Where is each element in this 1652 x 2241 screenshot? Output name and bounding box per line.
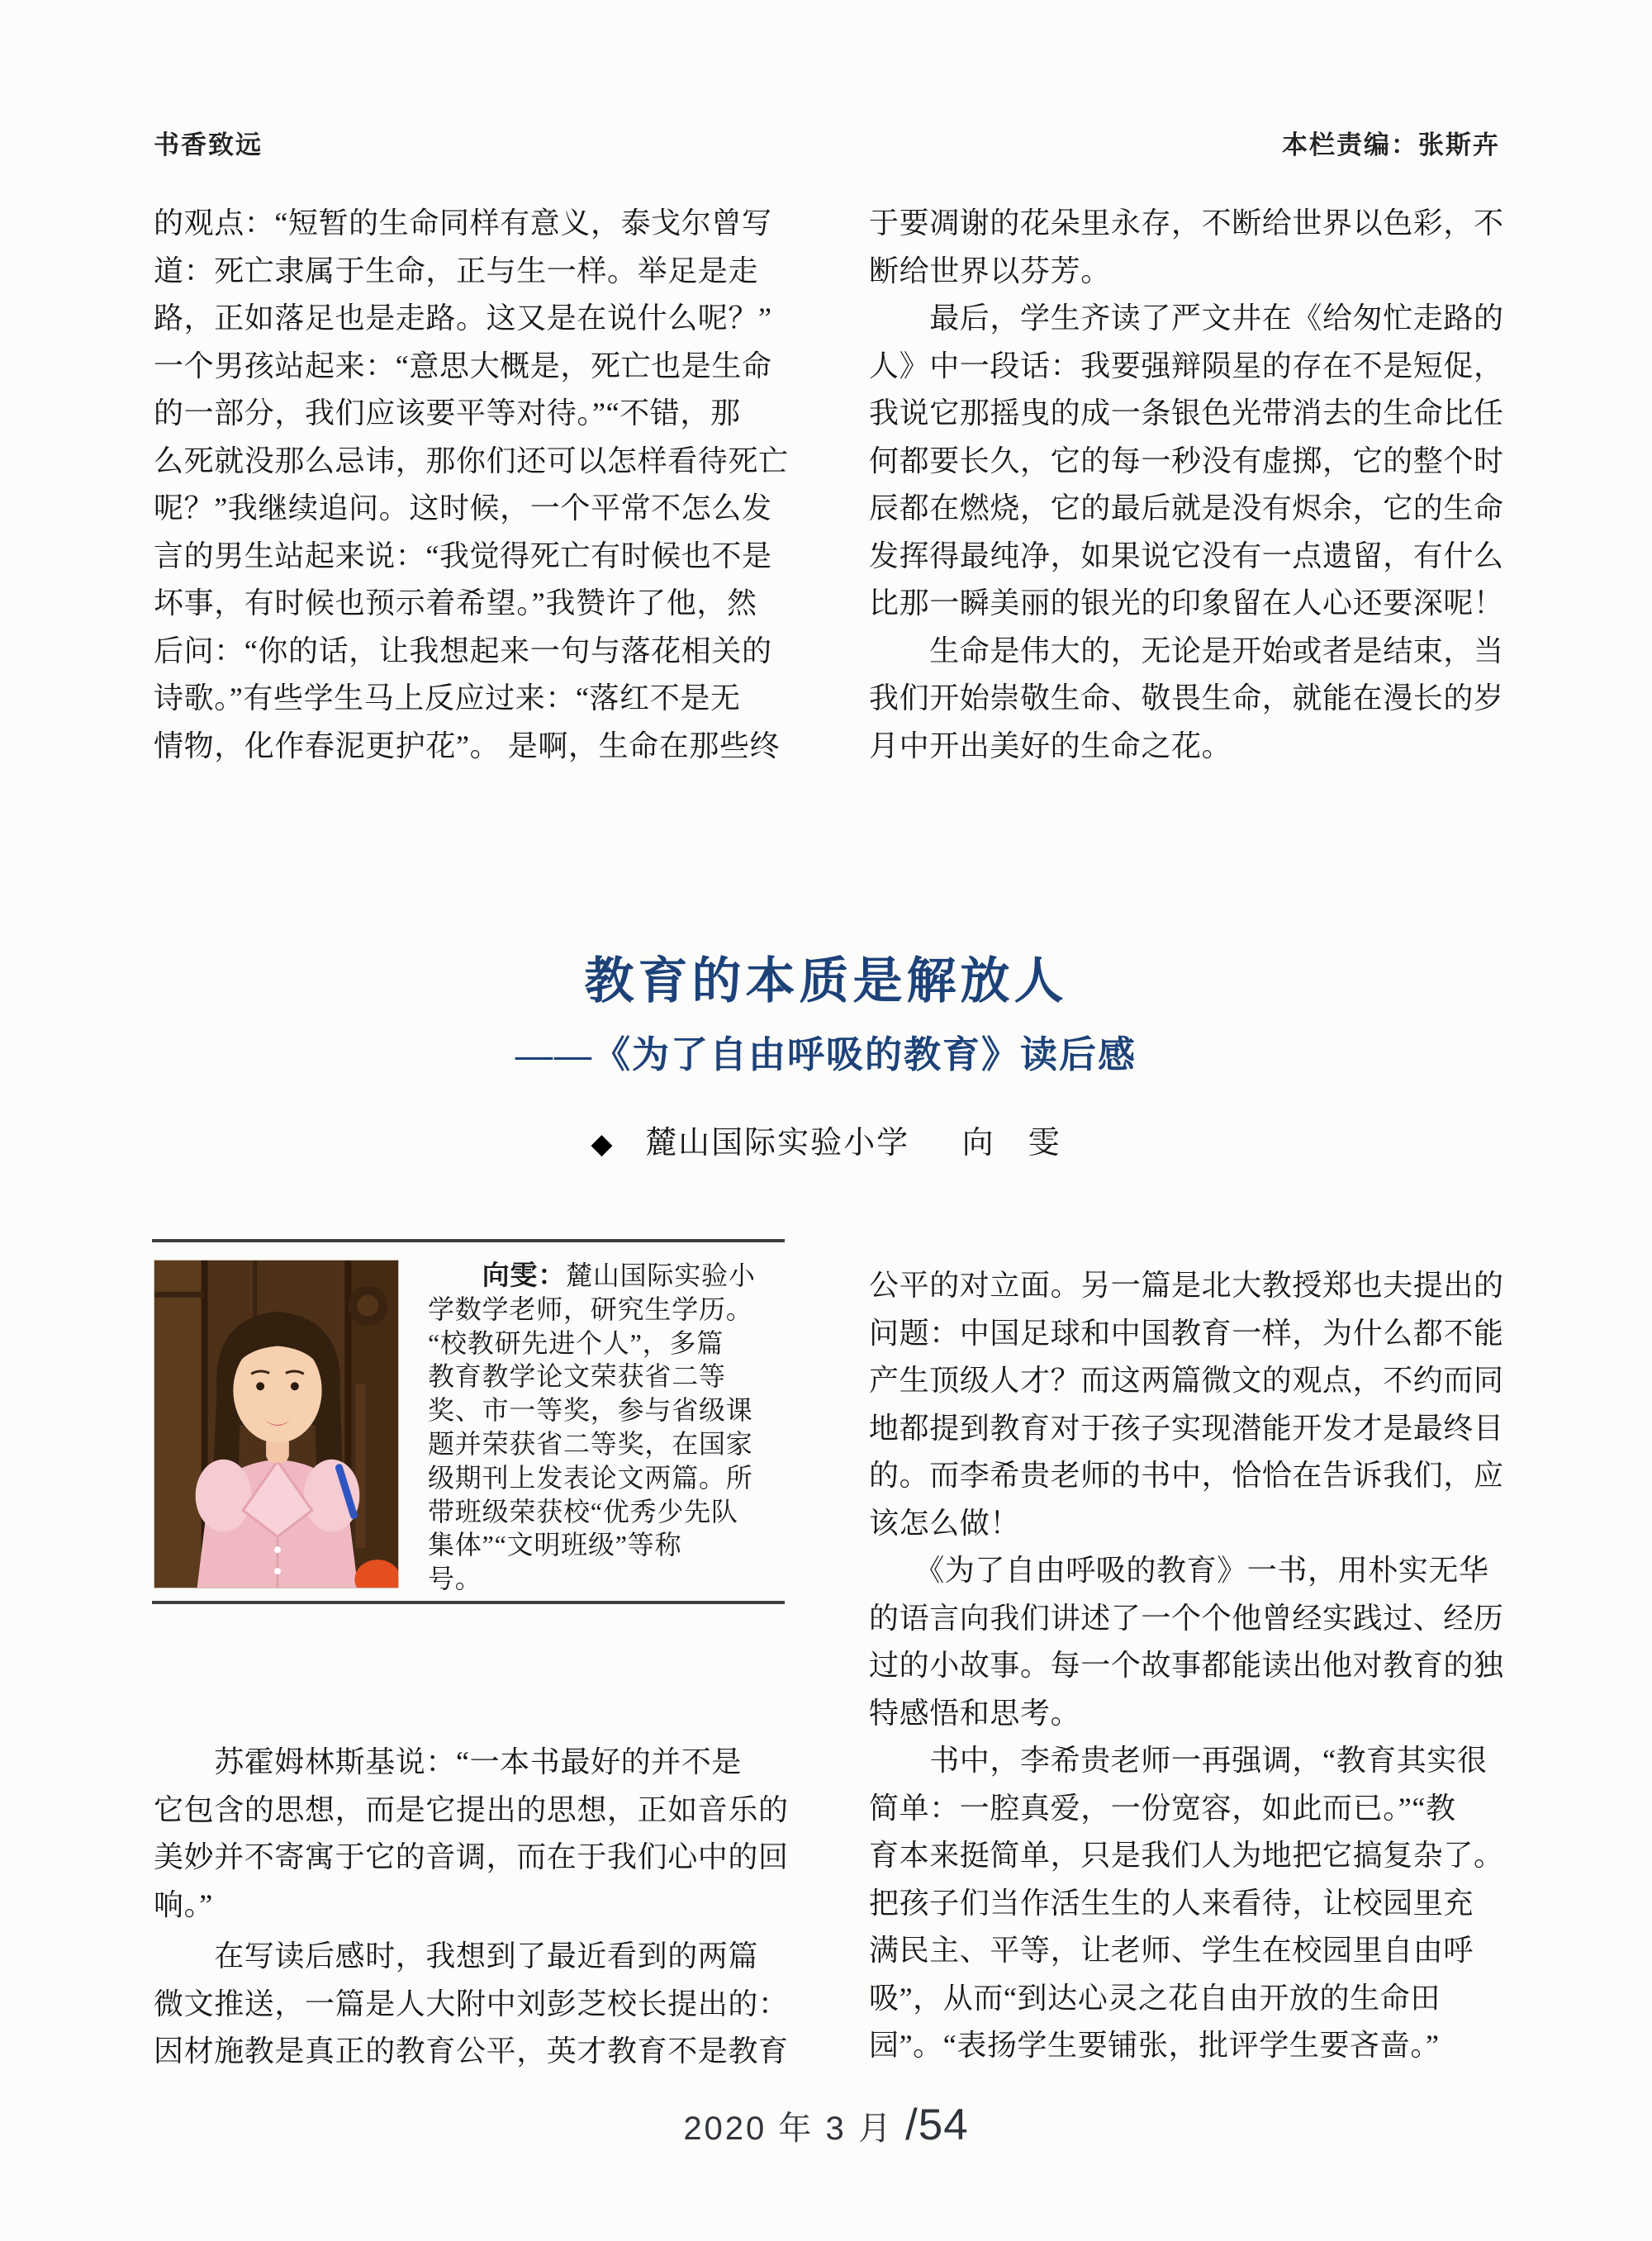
text-line: 《为了自由呼吸的教育》一书，用朴实无华 [869,1554,1489,1587]
text-line: 奖、市一等奖，参与省级课 [428,1395,753,1426]
article-title: 教育的本质是解放人 [584,954,1068,1009]
text-line: 路，正如落足也是走路。这又是在说什么呢？” [154,301,772,335]
author-photo [154,1260,399,1588]
text-line: 一个男孩站起来：“意思大概是，死亡也是生命 [154,349,772,382]
text-line: 题并荣获省二等奖，在国家 [428,1428,753,1459]
text-line: 发挥得最纯净，如果说它没有一点遗留，有什么 [869,539,1504,572]
text-line: 我说它那摇曳的成一条银色光带消去的生命比任 [869,396,1504,430]
text-line: “校教研先进个人”，多篇 [428,1327,724,1358]
text-line: 道：死亡隶属于生命，正与生一样。举足是走 [154,254,759,287]
author-name: 向 雯 [961,1126,1061,1161]
text-line: 何都要长久，它的每一秒没有虚掷，它的整个时 [869,444,1504,477]
text-line: 么死就没那么忌讳，那你们还可以怎样看待死亡 [154,444,789,477]
text-line: 园”。“表扬学生要铺张，批评学生要吝啬。” [869,2029,1440,2062]
text-line: 言的男生站起来说：“我觉得死亡有时候也不是 [154,539,772,572]
text-line: 号。 [428,1564,482,1594]
text-line: 简单：一腔真爱，一份宽容，如此而已。”“教 [869,1791,1456,1825]
text-line: 人》中一段话：我要强辩陨星的存在不是短促， [869,349,1504,382]
body-left-paragraph-1 [154,1739,794,1929]
text-line: 学数学老师，研究生学历。 [428,1294,753,1324]
text-line: 美妙并不寄寓于它的音调，而在于我们心中的回 [154,1840,789,1873]
text-line: 过的小故事。每一个故事都能读出他对教育的独 [869,1649,1504,1682]
text-line: 后问：“你的话，让我想起来一句与落花相关的 [154,634,772,667]
author-school: 麓山国际实验小学 [645,1126,910,1161]
bio-author-name: 向雯： [482,1260,567,1290]
bio-first-line [428,1259,781,1293]
text-line: 最后，学生齐读了严文井在《给匆忙走路的 [869,301,1504,335]
article-subtitle: ——《为了自由呼吸的教育》读后感 [515,1034,1137,1075]
text-line: 的观点：“短暂的生命同样有意义，泰戈尔曾写 [154,207,772,240]
text-line: 带班级荣获校“优秀少先队 [428,1496,738,1526]
text-line: 的一部分，我们应该要平等对待。”“不错，那 [154,396,741,430]
text-line: 教育教学论文荣获省二等 [428,1361,726,1392]
text-line: 月中开出美好的生命之花。 [869,729,1232,762]
text-line: 的。而李希贵老师的书中，恰恰在告诉我们，应 [869,1459,1504,1492]
text-line: 满民主、平等，让老师、学生在校园里自由呼 [869,1934,1474,1967]
text-line: 产生顶级人才？而这两篇微文的观点，不约而同 [869,1364,1504,1397]
top-article-left-column [154,200,794,770]
bio-lines [428,1293,781,1596]
text-line: 因材施教是真正的教育公平，英才教育不是教育 [154,2034,789,2068]
text-line: 特感悟和思考。 [869,1696,1081,1730]
issue-date: 2020 年 3 月 [683,2110,905,2147]
author-bio-text [428,1259,781,1596]
text-line: 苏霍姆林斯基说：“一本书最好的并不是 [154,1745,742,1778]
text-line: 级期刊上发表论文两篇。所 [428,1462,753,1493]
text-line: 地都提到教育对于孩子实现潜能开发才是最终目 [869,1411,1504,1445]
bio-indent [428,1261,482,1290]
text-line: 生命是伟大的，无论是开始或者是结束，当 [869,634,1504,667]
text-line: 断给世界以芬芳。 [869,254,1111,287]
top-article-right-column [869,200,1509,770]
text-line: 公平的对立面。另一篇是北大教授郑也夫提出的 [869,1269,1504,1302]
text-line: 书中，李希贵老师一再强调，“教育其实很 [869,1744,1488,1777]
body-right-column [869,1262,1509,2070]
column-editor-label: 本栏责编：张斯卉 [1282,131,1500,159]
text-line: 我们开始崇敬生命、敬畏生命，就能在漫长的岁 [869,681,1504,715]
bio-first-rest: 麓山国际实验小 [566,1261,756,1290]
page-footer [0,2100,1652,2150]
text-line: 响。” [154,1887,213,1921]
text-line: 在写读后感时，我想到了最近看到的两篇 [154,1940,759,1973]
text-line: 集体”“文明班级”等称 [428,1530,682,1560]
text-line: 把孩子们当作活生生的人来看待，让校园里充 [869,1886,1474,1920]
page-number: /54 [905,2101,969,2149]
diamond-bullet-icon: ◆ [591,1129,615,1160]
text-line: 辰都在燃烧，它的最后就是没有烬余，它的生命 [869,491,1504,525]
text-line: 吸”，从而“到达心灵之花自由开放的生命田 [869,1981,1441,2015]
text-line: 育本来挺简单，只是我们人为地把它搞复杂了。 [869,1839,1504,1872]
text-line: 微文推送，一篇是人大附中刘彭芝校长提出的： [154,1987,789,2020]
text-line: 比那一瞬美丽的银光的印象留在人心还要深呢！ [869,586,1504,620]
text-line: 坏事，有时候也预示着希望。”我赞许了他，然 [154,586,757,620]
text-line: 它包含的思想，而是它提出的思想，正如音乐的 [154,1792,789,1826]
text-line: 于要凋谢的花朵里永存，不断给世界以色彩，不 [869,207,1504,240]
text-line: 问题：中国足球和中国教育一样，为什么都不能 [869,1316,1504,1350]
body-left-paragraph-2 [154,1933,794,2076]
text-line: 情物，化作春泥更护花”。 是啊，生命在那些终 [154,729,781,762]
author-bio-box [152,1239,785,1604]
text-line: 的语言向我们讲述了一个个他曾经实践过、经历 [869,1601,1504,1635]
text-line: 呢？”我继续追问。这时候，一个平常不怎么发 [154,491,772,525]
text-line: 该怎么做！ [869,1506,1021,1540]
text-line: 诗歌。”有些学生马上反应过来：“落红不是无 [154,681,741,715]
article-byline [0,1117,1652,1162]
column-section-label: 书香致远 [154,131,263,159]
